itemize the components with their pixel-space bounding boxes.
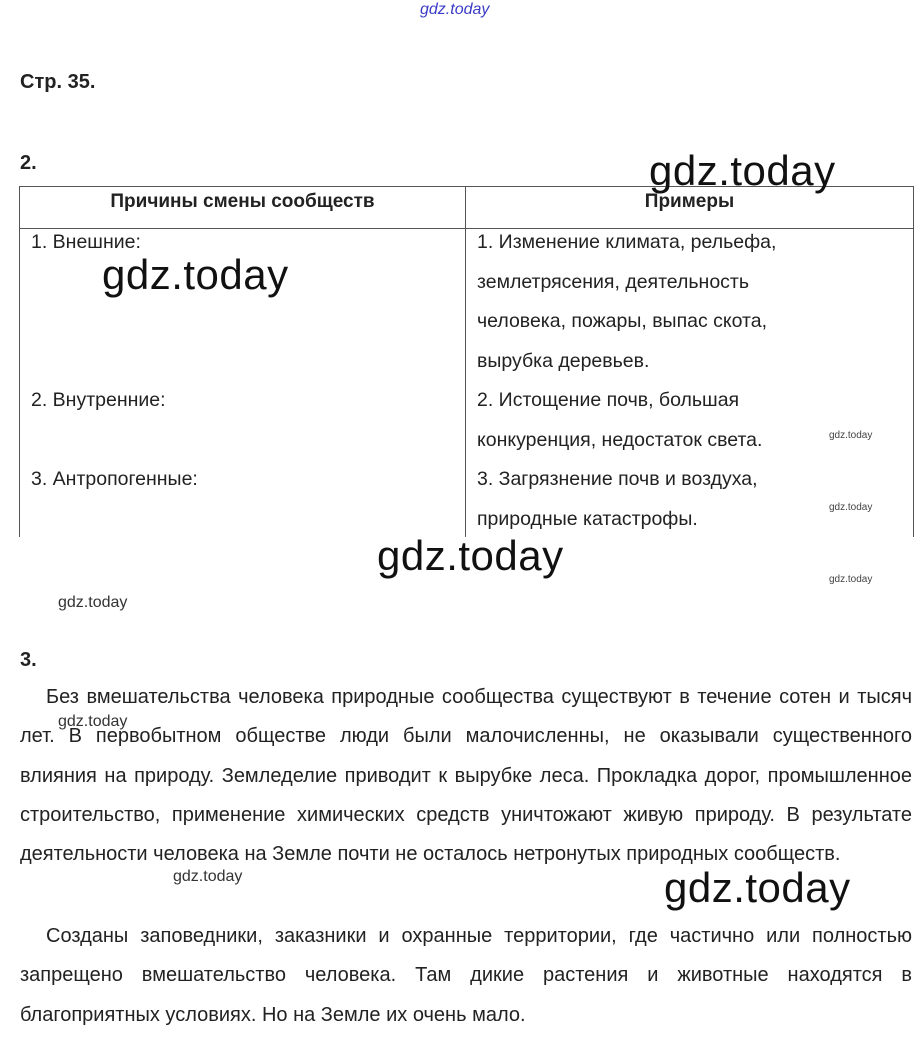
table-cell-cause: 1. Внешние: [31,231,141,253]
watermark: gdz.today [173,868,243,885]
task-2-number: 2. [20,152,37,174]
watermark: gdz.today [102,251,289,298]
watermark: gdz.today [664,864,851,911]
table-column-divider [465,186,466,537]
table-cell-cause: 3. Антропогенные: [31,468,198,490]
examples-line: землетрясения, деятельность [477,270,750,293]
table-header-examples: Примеры [644,191,735,212]
examples-line: 2. Истощение почв, большая [477,389,740,411]
watermark: gdz.today [829,430,873,441]
answer-paragraph: Созданы заповедники, заказники и охранные территории, где частично или полностью запрещено вмешательство человека. Там дикие растения и животные находятся в благоприятных условиях. Но на Земле их очень мало. [20,925,912,1026]
page-title: Стр. 35. [20,71,96,93]
examples-line: 1. Изменение климата, рельефа, [477,231,777,253]
table-header-causes: Причины смены сообществ [110,191,375,212]
examples-line: вырубка деревьев. [477,349,650,372]
watermark: gdz.today [420,1,490,18]
table-cell-examples [477,460,907,539]
table-border-right [913,186,914,537]
watermark: gdz.today [829,574,873,585]
task-3-number: 3. [20,649,37,671]
answer-paragraph: Без вмешательства человека природные сообщества существуют в течение сотен и тысяч лет. В первобытном обществе люди были малочисленны, не оказывали существенного влияния на природу. Земледелие приводит к вырубке леса. Прокладка дорог, промышленное строительство, применение химических средств уничтожают живую природу. В результате деятельности человека на Земле почти не осталось нетронутых природных сообществ. [20,686,912,866]
examples-line: природные катастрофы. [477,507,698,530]
watermark: gdz.today [58,594,128,611]
watermark: gdz.today [58,713,128,730]
examples-line: конкуренция, недостаток света. [477,428,763,451]
examples-line: 3. Загрязнение почв и воздуха, [477,468,758,490]
watermark: gdz.today [649,147,836,194]
examples-line: человека, пожары, выпас скота, [477,310,768,332]
watermark: gdz.today [377,532,564,579]
watermark: gdz.today [829,502,873,513]
table-cell-cause: 2. Внутренние: [31,389,166,411]
table-cell-examples [477,381,907,460]
table-cell-examples [477,223,907,381]
table-border-left [19,186,20,537]
